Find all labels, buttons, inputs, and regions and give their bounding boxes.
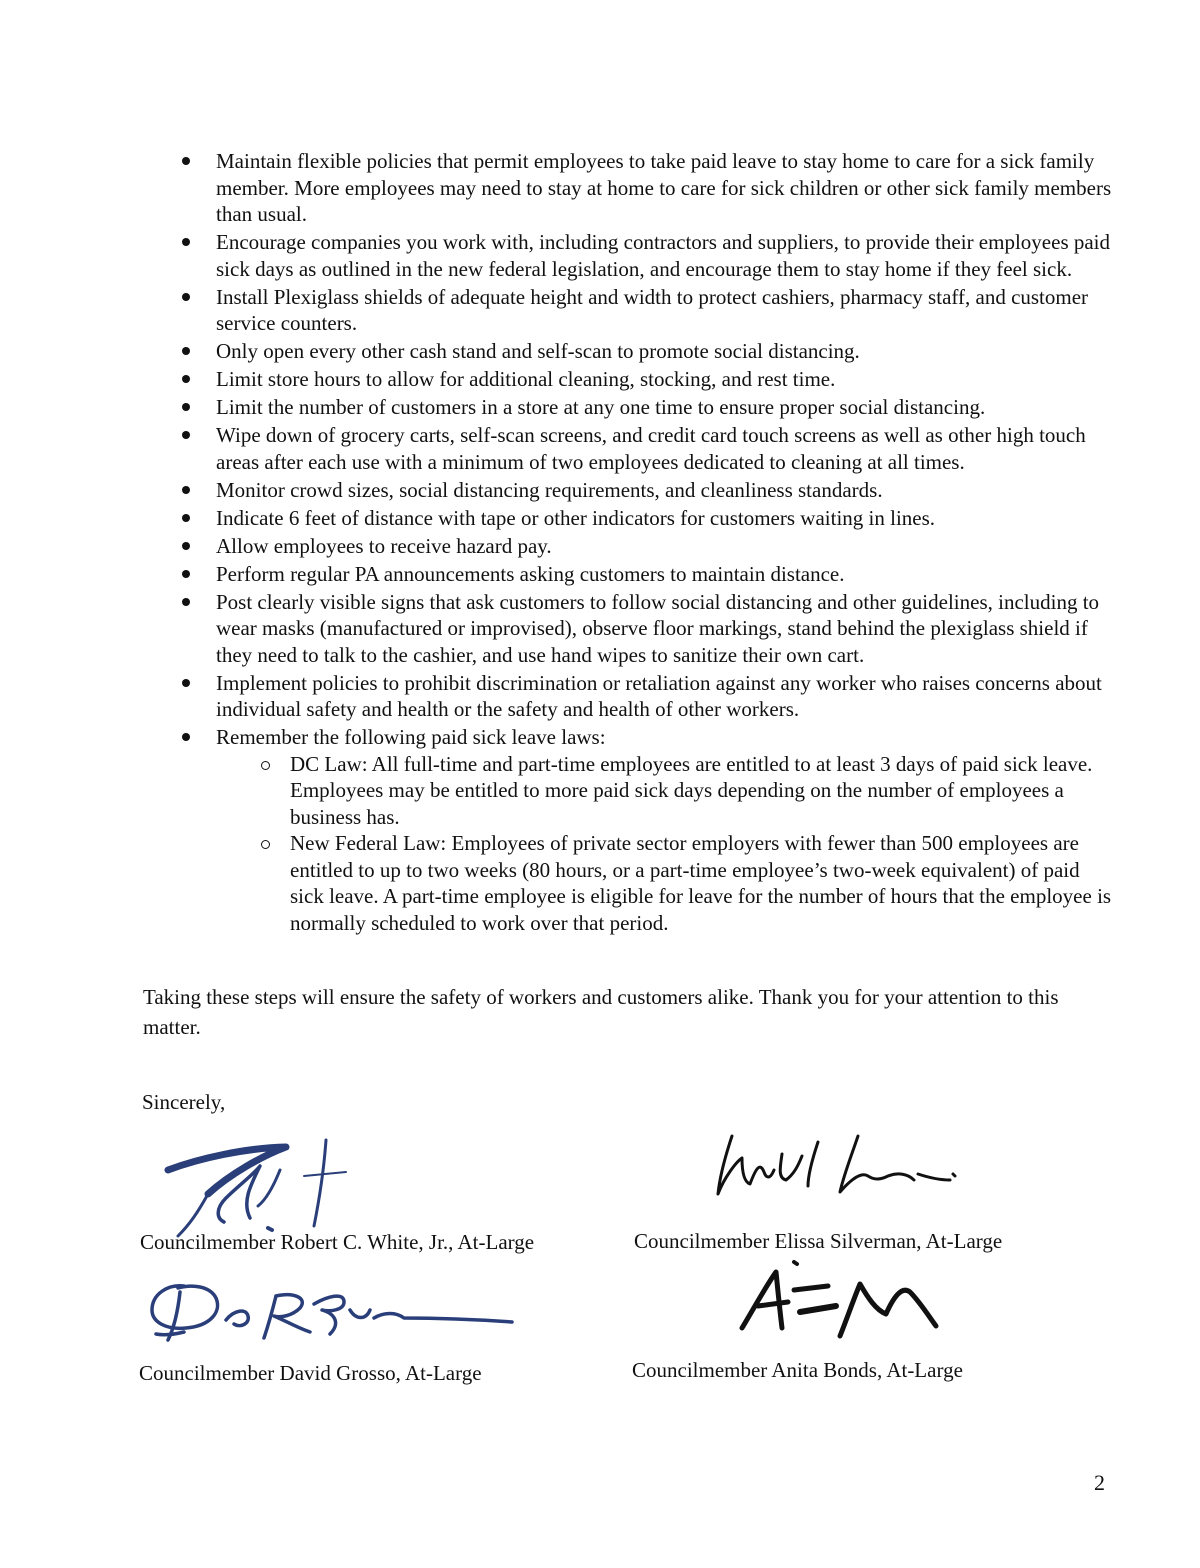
page-number: 2	[1094, 1470, 1105, 1495]
bullet-text: Implement policies to prohibit discrimination or retaliation against any worker who raises concerns about individual safety and health or the safety and health of other workers.	[216, 670, 1102, 721]
sub-bullet-text: DC Law: All full-time and part-time employees are entitled to at least 3 days of paid sick leave. Employees may be entitled to more paid sick days depending on the number of employees a business has.	[290, 751, 1093, 829]
sub-bullet-text: New Federal Law: Employees of private sector employers with fewer than 500 employees are entitled to up to two weeks (80 hours, or a part-time employee’s two-week equivalent) of paid sick leave. A part-time employee is eligible for leave for the number of hours that the employee is normally scheduled to work over that period.	[290, 831, 1112, 935]
bullet-text: Indicate 6 feet of distance with tape or other indicators for customers waiting in lines.	[216, 505, 936, 530]
bullet-text: Perform regular PA announcements asking customers to maintain distance.	[216, 561, 845, 586]
closing-paragraph: Taking these steps will ensure the safety of workers and customers alike. Thank you for your attention to this matter.	[143, 985, 1059, 1039]
bullet-text: Limit the number of customers in a store at any one time to ensure proper social distancing.	[216, 395, 986, 419]
signature-silverman-image	[708, 1128, 958, 1208]
bullet-item	[0, 284, 1200, 337]
bullet-dot-icon	[182, 542, 190, 550]
signature-grosso-image	[144, 1274, 524, 1354]
bullet-dot-icon	[182, 157, 190, 165]
bullet-item	[0, 229, 1200, 282]
bullet-dot-icon	[182, 570, 190, 578]
bullet-item	[0, 477, 1200, 504]
bullet-dot-icon	[182, 486, 190, 494]
bullet-text: Maintain flexible policies that permit employees to take paid leave to stay home to care for a sick family member. More employees may need to stay at home to care for sick children or other sick family members than usual.	[216, 149, 1112, 226]
bullet-text: Monitor crowd sizes, social distancing requirements, and cleanliness standards.	[216, 477, 883, 502]
bullet-dot-icon	[182, 598, 190, 606]
bullet-item	[0, 670, 1200, 723]
signatory-name-white: Councilmember Robert C. White, Jr., At-Large	[140, 1230, 535, 1254]
signatory-name-grosso: Councilmember David Grosso, At-Large	[139, 1361, 482, 1385]
bullet-dot-icon	[182, 238, 190, 246]
bullet-dot-icon	[182, 293, 190, 301]
signatory-name-bonds: Councilmember Anita Bonds, At-Large	[632, 1358, 963, 1382]
bullet-text: Allow employees to receive hazard pay.	[216, 533, 552, 558]
bullet-item	[0, 589, 1200, 669]
bullet-text: Wipe down of grocery carts, self-scan screens, and credit card touch screens as well as other high touch areas after each use with a minimum of two employees dedicated to cleaning at all times.	[216, 423, 1086, 474]
bullet-text: Only open every other cash stand and self-scan to promote social distancing.	[216, 339, 860, 363]
bullet-dot-icon	[182, 431, 190, 439]
salutation: Sincerely,	[142, 1090, 226, 1114]
bullet-item	[0, 533, 1200, 560]
bullet-text: Post clearly visible signs that ask customers to follow social distancing and other guidelines, including to wear masks (manufactured or improvised), observe floor markings, stand behind the plexiglass shield if they need to talk to the cashier, and use hand wipes to sanitize their own cart.	[216, 589, 1100, 667]
signatory-name-silverman: Councilmember Elissa Silverman, At-Large	[634, 1229, 1003, 1253]
bullet-item	[0, 561, 1200, 588]
bullet-text: Limit store hours to allow for additional cleaning, stocking, and rest time.	[216, 367, 836, 391]
bullet-dot-icon	[182, 733, 190, 741]
bullet-item	[0, 505, 1200, 532]
sub-bullet-item	[216, 751, 1114, 831]
signature-bonds-image	[736, 1256, 946, 1340]
bullet-item	[0, 338, 1200, 365]
bullet-item	[0, 366, 1200, 393]
bullet-dot-icon	[182, 375, 190, 383]
hollow-circle-icon	[261, 840, 270, 849]
bullet-item	[0, 394, 1200, 421]
bullet-dot-icon	[182, 679, 190, 687]
bullet-item	[0, 422, 1200, 475]
signature-white-image	[150, 1132, 360, 1244]
bullet-dot-icon	[182, 514, 190, 522]
bullet-dot-icon	[182, 347, 190, 355]
bullet-text: Encourage companies you work with, including contractors and suppliers, to provide their employees paid sick days as outlined in the new federal legislation, and encourage them to stay home if they feel sick.	[216, 230, 1111, 281]
sub-bullet-item	[216, 830, 1114, 936]
bullet-text: Remember the following paid sick leave laws:	[216, 725, 606, 749]
bullet-item	[0, 148, 1200, 228]
hollow-circle-icon	[261, 761, 270, 770]
sick-leave-laws-list	[216, 751, 1114, 937]
recommendations-list	[0, 148, 1200, 938]
bullet-text: Install Plexiglass shields of adequate height and width to protect cashiers, pharmacy staff, and customer service counters.	[216, 284, 1089, 335]
bullet-item	[0, 724, 1200, 936]
bullet-dot-icon	[182, 403, 190, 411]
